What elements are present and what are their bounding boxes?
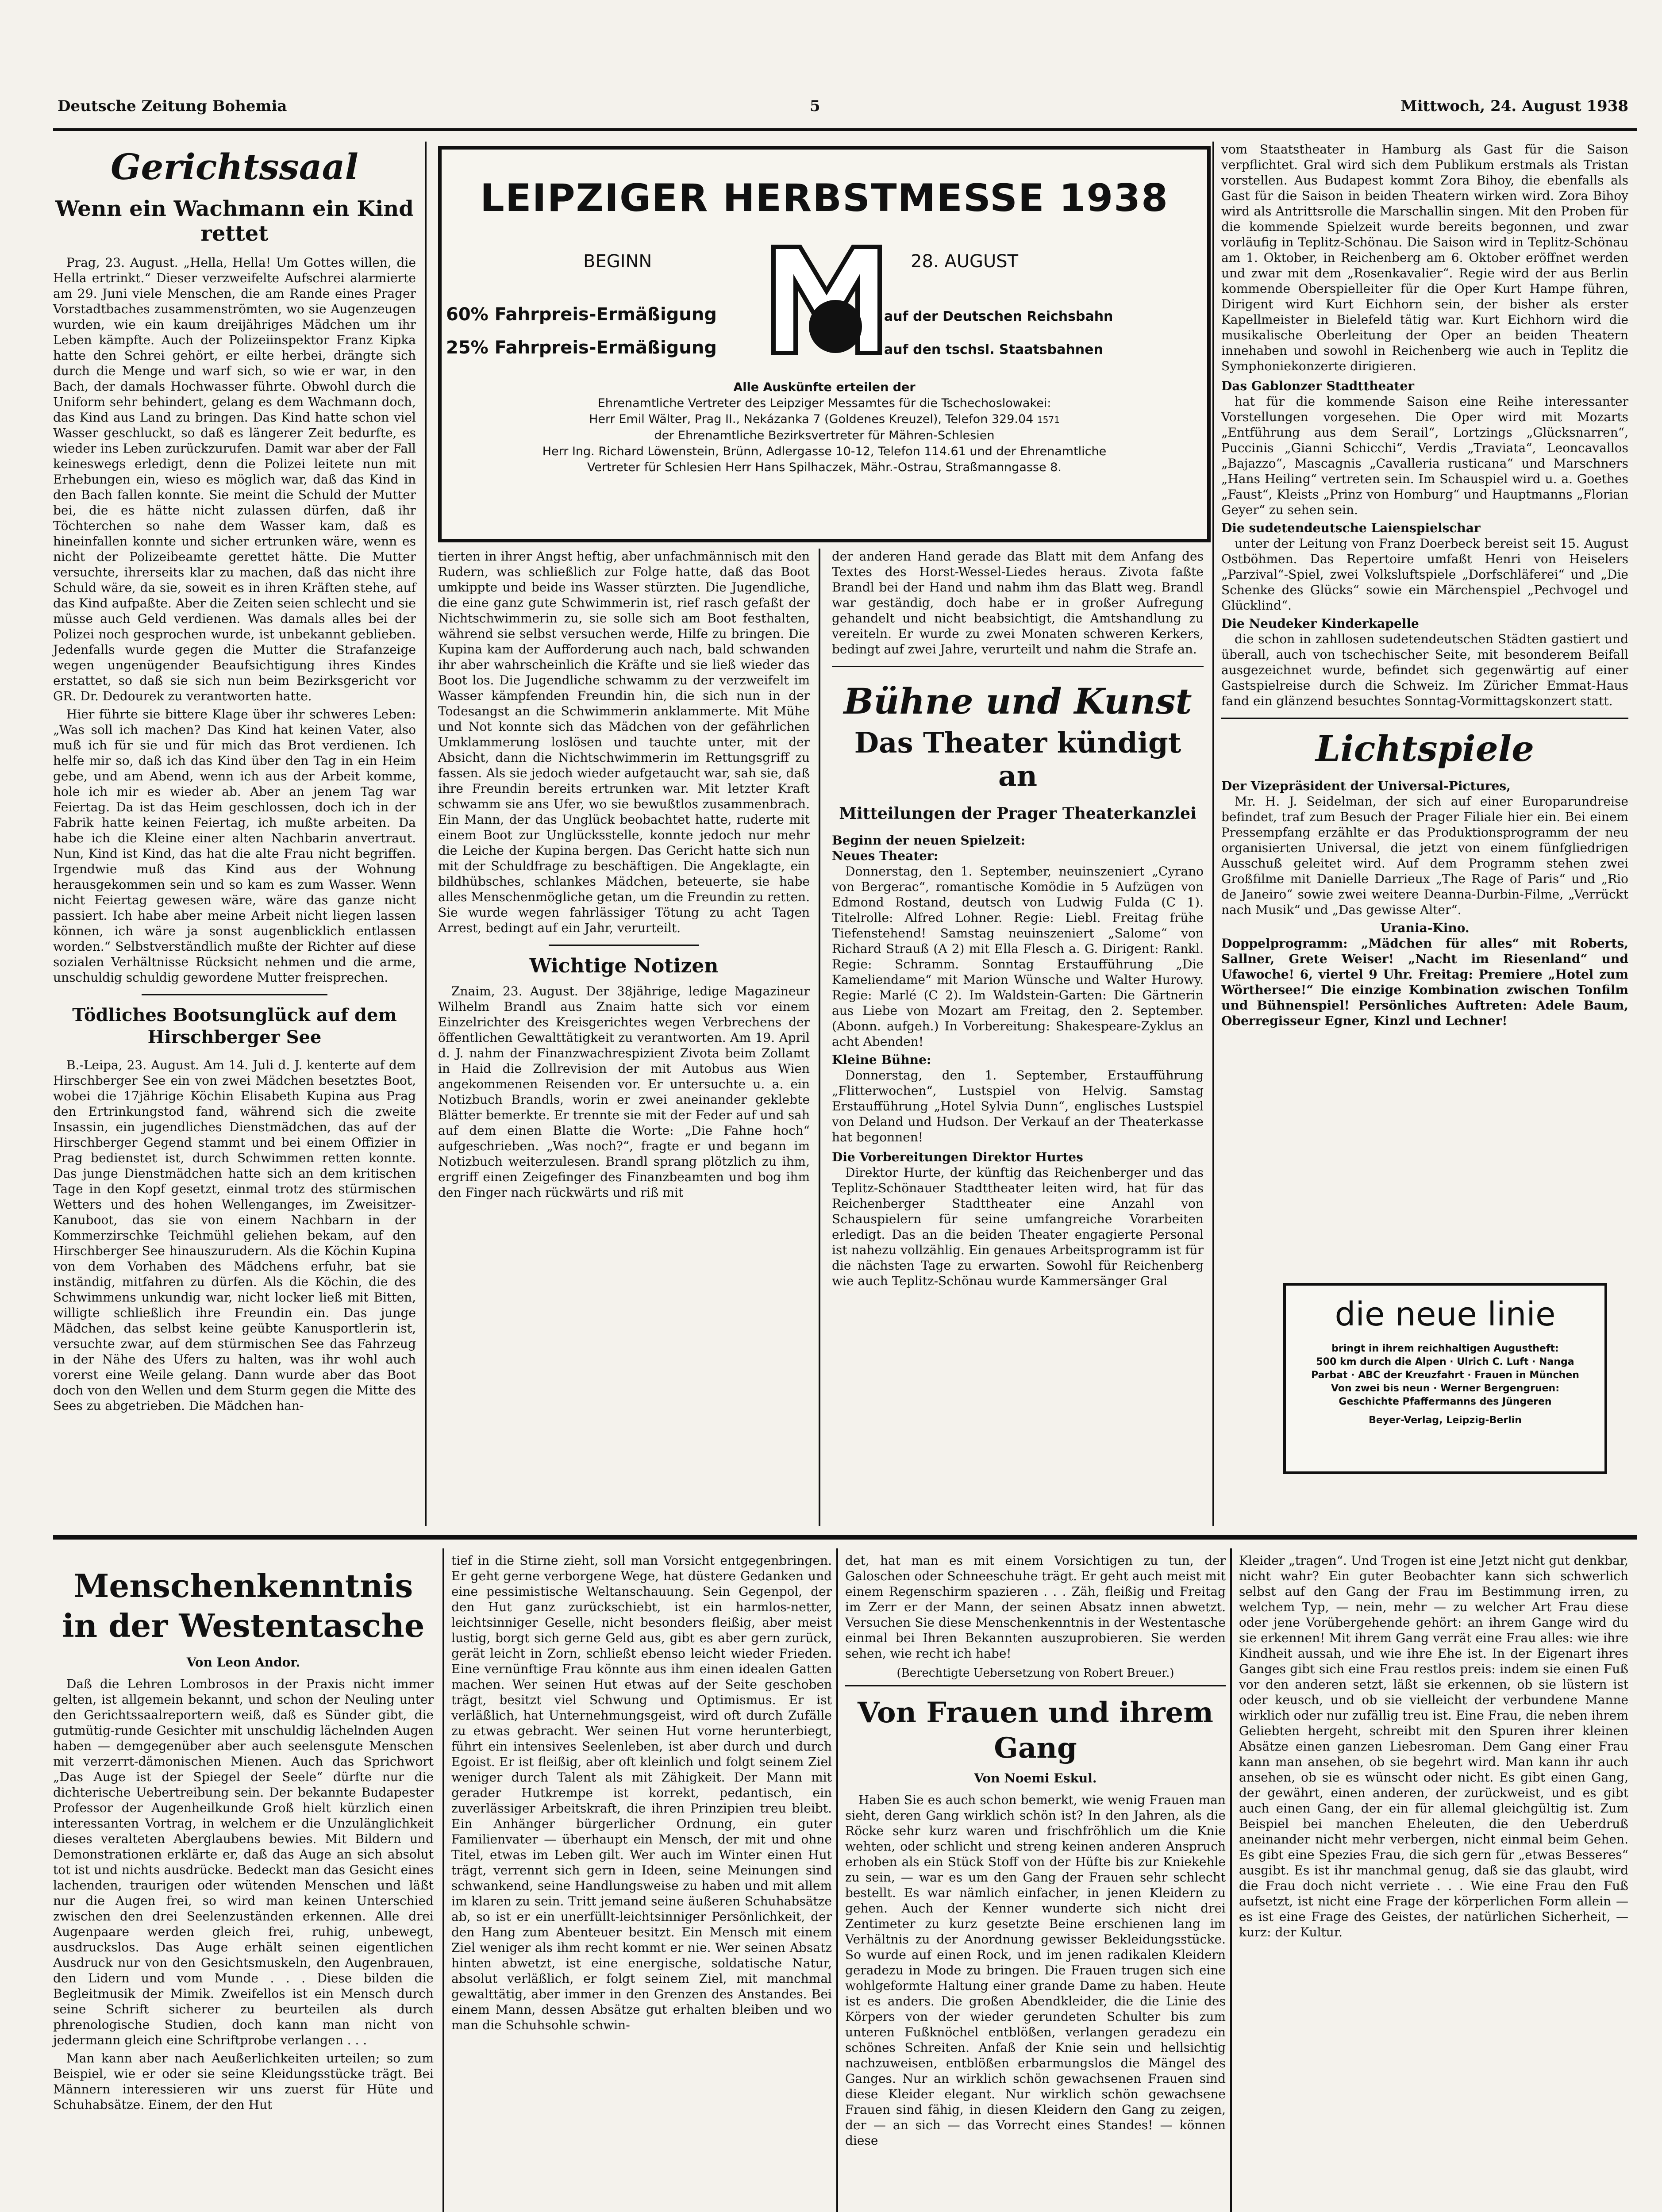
subheading: Die Neudeker Kinderkapelle	[1221, 616, 1419, 631]
article-body: Donnerstag, den 1. September, Erstaufführung „Flitterwochen“, Lustspiel von Helvig. Samstag Erstaufführung „Hotel Sylvia Dunn“, englisches Lustspiel von Deland und Hudson. Der Verkauf an der Theaterkasse hat begonnen!	[832, 1068, 1204, 1144]
subheading: Der Vizepräsident der Universal-Pictures,	[1221, 779, 1511, 793]
leipzig-messe-ad	[438, 146, 1211, 542]
ad-info-line: der Ehrenamtliche Bezirksvertreter für Mähren-Schlesien	[654, 429, 995, 442]
article-body: die schon in zahllosen sudetendeutschen Städten gastiert und überall, auch von tschechischer Seite, mit besonderem Beifall ausgezeichnet wurde, befindet sich gegenwärtig auf einer Gastspielreise durch die Schweiz. Im Züricher Emmat-Haus fand ein glänzend besuchtes Sonntag-Vormittagskonzert statt.	[1221, 632, 1628, 708]
neue-linie-line: Geschichte Pfaffermanns des Jüngeren	[1339, 1396, 1552, 1407]
ad-code: 1571	[1037, 415, 1060, 425]
neue-linie-line: 500 km durch die Alpen · Ulrich C. Luft · Nanga	[1316, 1356, 1574, 1367]
article-title: Menschenkenntnis in der Westentasche	[62, 1567, 425, 1644]
article-body: tief in die Stirne zieht, soll man Vorsicht entgegenbringen. Er geht gerne verborgene Wege, hat düstere Gedanken und eine pessimistische Weltanschauung. Sein Gegenpol, der den Hut ganz zurückschiebt, ist ein harmlos-netter, leichtsinniger Geselle, nicht besonders fleißig, aber meist lustig, borgt sich gerne Geld aus, gibt es aber gern zurück, gerät leicht in Zorn, schließt ebenso leicht wieder Frieden. Eine vernünftige Frau könnte aus ihm einen idealen Gatten machen. Wer seinen Hut etwas auf der Seite geschoben trägt, besitzt viel Schwung und Optimismus. Er ist verläßlich, hat Unternehmungsgeist, wird oft durch Zufälle zu etwas gebracht. Wer seinen Hut vorne herunterbiegt, führt ein intensives Seelenleben, ist aber durch und durch Egoist. Er ist fleißig, aber oft kleinlich und folgt seinem Ziel weniger durch Talent als mit Zähigkeit. Der Mann mit gerader Hutkrempe ist korrekt, pedantisch, ein zuverlässiger Arbeitskraft, die ihren Prinzipien treu bleibt. Ein Anhänger bürgerlicher Ordnung, ein guter Familienvater — überhaupt ein Mensch, der mit und ohne Titel, etwas im Leben gilt. Wer auch im Winter einen Hut trägt, verrennt sich gern in Ideen, seine Meinungen sind schwankend, seine Handlungsweise zu haben und mit allem im klaren zu sein. Tritt jemand seine äußeren Schuhabsätze ab, so ist er ein unerfüllt-leichtsinniger Persönlichkeit, der den Hang zum Abenteuer besitzt. Ein Mensch mit einem Ziel weniger als ihm recht kommt er nie. Wer seinen Absatz hinten abwetzt, ist eine energische, soldatische Natur, absolut verläßlich, er folgt seinem Ziel, mit manchmal gewalttätig, aber immer in den Grenzen des Anstandes. Bei einem Mann, dessen Absätze gut erhalten bleiben und wo man die Schuhsohle schwin-	[451, 1553, 832, 2032]
neue-linie-publisher: Beyer-Verlag, Leipzig-Berlin	[1369, 1415, 1522, 1426]
article-body: unter der Leitung von Franz Doerbeck bereist seit 15. August Ostböhmen. Das Repertoire umfaßt Henri von Heiselers „Parzival“-Spiel, zwei Volksluftspiele „Dorfschläferei“ und „Die Schenke des Glücks“ sowie ein Märchenspiel „Pechvogel und Glücklind“.	[1221, 536, 1628, 613]
ad-discount-1: 60% Fahrpreis-Ermäßigung	[446, 304, 717, 325]
article-body: B.-Leipa, 23. August. Am 14. Juli d. J. kenterte auf dem Hirschberger See ein von zwei Mädchen besetztes Boot, wobei die 17jährige Köchin Elisabeth Kupina aus Prag den Ertrinkungstod fand, während sich die zweite Insassin, ein jugendliches Dienstmädchen, das auf der Hirschberger Gegend stammt und bei einem Offizier in Prag bedienstet ist, durch Schwimmen retten konnte. Das junge Dienstmädchen hatte sich an dem kritischen Tage in den Kopf gesetzt, einmal trotz des stürmischen Wetters und des hohen Wellenganges, im Zweisitzer-Kanuboot, das sie von einem Nachbarn in der Kommerzirschke Teichmühl geliehen bekam, auf den Hirschberger See hinauszurudern. Als die Köchin Kupina von dem Vorhaben des Mädchens erfuhr, bat sie inständig, mitfahren zu dürfen. Als die Köchin, die des Schwimmens unkundig war, nicht locker ließ mit Bitten, willigte schließlich ihre Freundin ein. Das junge Mädchen, das selbst keine geübte Kanusportlerin ist, versuchte zwar, auf dem stürmischen See das Fahrzeug in der Nähe des Ufers zu halten, was ihr wohl auch vorerst eine Weile gelang. Dann wurde aber das Boot doch von den Wellen und dem Sturm gegen die Mitte des Sees zu abgetrieben. Die Mädchen han-	[53, 1058, 416, 1413]
ad-railway-2: auf den tschsl. Staatsbahnen	[884, 342, 1103, 357]
theater-heading: Die Vorbereitungen Direktor Hurtes	[832, 1150, 1083, 1164]
author-line: Von Noemi Eskul.	[974, 1771, 1097, 1786]
article-title: Von Frauen und ihrem Gang	[858, 1696, 1213, 1765]
column-rule	[819, 549, 820, 1526]
article-body: Prag, 23. August. „Hella, Hella! Um Gottes willen, die Hella ertrinkt.“ Dieser verzweifelte Aufschrei alarmierte am 29. Juni viele Menschen, die am Rande eines Prager Vorstadtbaches zusammenströmten, wo sie Augenzeugen wurden, wie ein kaum dreijähriges Mädchen um ihr Leben kämpfte. Auch der Polizeiinspektor Franz Kipka hatte den Schrei gehört, er eilte herbei, drängte sich durch die Menge und warf sich, so wie er war, in den Bach, der damals Hochwasser führte. Obwohl durch die Uniform sehr behindert, gelang es dem Wachmann doch, das Kind aus Land zu bringen. Das Kind hatte schon viel Wasser geschluckt, so daß es längerer Zeit bedurfte, es wieder ins Leben zurückzurufen. Damit war aber der Fall keineswegs erledigt, denn die Polizei leitete nun mit Erhebungen ein, wieso es möglich war, daß das Kind in den Bach fallen konnte. Sie meint die Schuld der Mutter bei, die es hätte nicht zulassen dürfen, daß ihr Töchterchen so nahe dem Wasser kam, daß es hineinfallen konnte und sicher ertrunken wäre, wenn es nicht der Polizeibeamte gerettet hätte. Die Mutter versuchte, ihrerseits klar zu machen, daß das nicht ihre Schuld wäre, da sie, soweit es in ihren Kräften stehe, auf das Kind aufpaßte. Aber die Zeiten seien schlecht und sie müsse auch Geld verdienen. Was damals alles bei der Polizei noch gesprochen wurde, ist unbekannt geblieben. Jedenfalls wurde gegen die Mutter die Strafanzeige wegen ungenügender Beaufsichtigung ihres Kindes erstattet, so daß sie sich nun beim Bezirksgericht vor GR. Dr. Dedourek zu verantworten hatte.	[53, 255, 416, 703]
ad-info-line: Vertreter für Schlesien Herr Hans Spilhaczek, Mähr.-Ostrau, Straßmanngasse 8.	[587, 461, 1062, 474]
article-title: Wenn ein Wachmann ein Kind rettet	[55, 196, 414, 246]
ad-beginn: BEGINN	[583, 251, 652, 272]
ad-info-line: Herr Ing. Richard Löwenstein, Brünn, Adlergasse 10-12, Telefon 114.61 und der Ehrenamtliche	[542, 445, 1107, 458]
article-body: Donnerstag, den 1. September, neuinszeniert „Cyrano von Bergerac“, romantische Komödie in 5 Aufzügen von Edmond Rostand, deutsch von Ludwig Fulda (C 1). Titelrolle: Alfred Lohner. Regie: Liebl. Freitag frühe Tiefenstehend! Samstag neuinszeniert „Salome“ von Richard Strauß (A 2) mit Ella Flesch a. G. Dirigent: Rankl. Regie: Schramm. Sonntag Erstaufführung „Die Kameliendame“ mit Marion Wünsche und Walter Hurowy. Regie: Marlé (C 2). Im Waldstein-Garten: Die Gärtnerin aus Liebe von Mozart am Freitag, den 2. September. (Abonn. aufgeh.) In Vorbereitung: Shakespeare-Zyklus an acht Abenden!	[832, 864, 1204, 1049]
ad-info-line: Herr Emil Wälter, Prag II., Nekázanka 7 (Goldenes Kreuzel), Telefon 329.04 1571	[589, 412, 1060, 426]
article-body: Mr. H. J. Seidelman, der sich auf einer Europarundreise befindet, traf zum Besuch der Prager Filiale hier ein. Bei einem Pressempfang erzählte er das Produktionsprogramm der neu organisierten Universal, die jetzt von einem fünfgliedrigen Ausschuß geleitet wird. Auf dem Programm stehen zwei Großfilme mit Danielle Darrieux „The Rage of Paris“ und „Rio de Janeiro“ sowie zwei weitere Deanna-Durbin-Filme, „Verrückt nach Musik“ und „Das gewisse Alter“.	[1221, 794, 1628, 917]
column-rule	[1212, 142, 1214, 1526]
neue-linie-line: Von zwei bis neun · Werner Bergengruen:	[1331, 1383, 1559, 1394]
column-rule	[836, 1548, 838, 2212]
column-rule	[425, 142, 427, 1526]
neue-linie-line: Parbat · ABC der Kreuzfahrt · Frauen in München	[1311, 1370, 1579, 1381]
translation-note: (Berechtigte Uebersetzung von Robert Breuer.)	[896, 1667, 1174, 1680]
theater-heading: Neues Theater:	[832, 849, 939, 863]
theater-title: Das Theater kündigt an	[854, 726, 1181, 793]
ad-info-line: Ehrenamtliche Vertreter des Leipziger Messamtes für die Tschechoslowakei:	[597, 396, 1051, 410]
column-4	[1221, 142, 1628, 1029]
article-body: Haben Sie es auch schon bemerkt, wie wenig Frauen man sieht, deren Gang wirklich schön ist? In den Jahren, als die Röcke sehr kurz waren und frischfröhlich um die Knie wehten, oder schlicht und streng keinen anderen Anspruch erhoben als ein Stück Stoff von der Hüfte bis zur Kniekehle zu sein, — war es um den Gang der Frauen sehr schlecht bestellt. Es war nämlich einfacher, in jenen Kleidern zu gehen. Auch der Kenner wunderte sich nicht drei Zentimeter zu kurz gesetzte Beine erschienen lang im Verhältnis zu der Anordnung gewisser Bekleidungsstücke. So wurde auf einen Rock, und im jenen radikalen Kleidern geradezu in Mode zu bringen. Die Frauen trugen sich eine wohlgeformte Haltung einer grande Dame zu haben. Heute ist es anders. Die großen Abendkleider, die die Linie des Körpers von der wieder gerundeten Schulter bis zum unteren Fußknöchel entblößen, verlangen geradezu ein schönes Schreiten. Anfaß der Knie sein und hellsichtig nachzuweisen, entblößen erbarmungslos die Mängel des Ganges. Nur an wirklich schön gewachsenen Frauen sind diese Kleider elegant. Nur wirklich schön gewachsene Frauen sind fähig, in diesen Kleidern den Gang zu zeigen, der — an sich — das Vorrecht eines Standes! — können diese	[845, 1793, 1226, 2148]
masthead-rule	[53, 128, 1637, 131]
page-number: 5	[810, 97, 820, 115]
article-body: Doppelprogramm: „Mädchen für alles“ mit Roberts, Sallner, Grete Weiser! „Nacht im Riesenland“ und Ufawoche! 6, viertel 9 Uhr. Freitag: Premiere „Hotel zum Wörthersee!“ Die einzige Kombination zwischen Tonfilm und Bühnenspiel! Persönliches Auftreten: Adele Baum, Oberregisseur Egner, Kinzl und Lechner!	[1221, 936, 1628, 1028]
column-3	[832, 549, 1204, 1291]
ad-title: LEIPZIGER HERBSTMESSE 1938	[480, 176, 1169, 220]
article-body: vom Staatstheater in Hamburg als Gast für die Saison verpflichtet. Gral wird sich dem Publikum erstmals als Tristan vorstellen. Aus Budapest kommt Zora Bihoy, die ebenfalls als Gast für die Saison in beiden Theatern wirken wird. Zora Bihoy wird als Antrittsrolle die Marschallin singen. Mit den Proben für die kommende Spielzeit wurde bereits begonnen, und zwar vorläufig in Teplitz-Schönau. Die Saison wird in Teplitz-Schönau am 1. Oktober, in Reichenberg am 6. Oktober eröffnet werden und zwar mit dem „Rosenkavalier“. Regie wird der aus Berlin kommende Oberspielleiter für die Oper Kurt Hampe führen, Dirigent wird Kurt Eichhorn sein, der bisher als erster Kapellmeister in Bielefeld tätig war. Kurt Eichhorn wird die musikalische Oberleitung der Oper an beiden Theatern innehaben und sowohl in Reichenberg wie auch in Teplitz die Symphoniekonzerte dirigieren.	[1221, 142, 1628, 373]
subheading: Urania-Kino.	[1380, 921, 1470, 935]
theater-subtitle: Mitteilungen der Prager Theaterkanzlei	[839, 804, 1196, 823]
theater-heading: Beginn der neuen Spielzeit:	[832, 833, 1026, 848]
bottom-column-4	[1239, 1553, 1628, 1940]
article-body: hat für die kommende Saison eine Reihe interessanter Vorstellungen vorgesehen. Die Oper wird mit Mozarts „Entführung aus dem Serail“, Lortzings „Glücksnarren“, Puccinis „Gianni Schicchi“, Verdis „Traviata“, Leoncavallos „Bajazzo“, Mascagnis „Cavalleria rusticana“ und Marschners „Hans Heiling“ vertreten sein. Im Schauspiel wird u. a. Goethes „Faust“, Kleists „Prinz von Homburg“ und Hauptmanns „Florian Geyer“ zu sehen sein.	[1221, 394, 1628, 517]
neue-linie-line: bringt in ihrem reichhaltigen Augustheft:	[1331, 1343, 1559, 1354]
subheading: Das Gablonzer Stadttheater	[1221, 379, 1415, 393]
ad-info-line: Alle Auskünfte erteilen der	[733, 380, 916, 394]
article-body: Hier führte sie bittere Klage über ihr schweres Leben: „Was soll ich machen? Das Kind hat keinen Vater, also muß ich für sie und für mich das Brot verdienen. Ich helfe mir so, daß ich das Kind über den Tag in ein Heim gebe, und am Abend, wenn ich aus der Arbeit komme, hole ich mir es wieder ab. Aber an jenem Tag war Feiertag. Da ist das Heim geschlossen, doch ich in der Fabrik hatte keinen Feiertag, ich mußte arbeiten. Da habe ich die Kleine einer alten Nachbarin anvertraut. Nun, Kind ist Kind, das hat die alte Frau nicht begriffen. Irgendwie muß das Kind aus der Wohnung herausgekommen sein und so kam es zum Wasser. Wenn nicht Feiertag gewesen wäre, wäre das ganze nicht passiert. Ich habe aber meine Arbeit nicht liegen lassen können, ich wäre ja sonst augenblicklich entlassen worden.“ Selbstverständlich mußte der Richter auf diese sozialen Verhältnisse Rücksicht nehmen und die arme, unschuldig schuldig gewordene Mutter freisprechen.	[53, 707, 416, 985]
neue-linie-title: die neue linie	[1335, 1295, 1556, 1333]
article-title: Tödliches Bootsunglück auf dem Hirschberger See	[72, 1005, 397, 1048]
bottom-column-1	[53, 1557, 434, 2115]
article-body: det, hat man es mit einem Vorsichtigen zu tun, der Galoschen oder Schneeschuhe trägt. Er geht auch meist mit einem Regenschirm spazieren . . . Zäh, fleißig und Freitag im Zerr er der Mann, der seinen Absatz innen abwetzt. Versuchen Sie diese Menschenkenntnis in der Westentasche einmal bei Ihren Bekannten auszuprobieren. Sie werden sehen, wie recht ich habe!	[845, 1553, 1226, 1661]
ad-info	[459, 380, 1189, 476]
column-2	[438, 549, 810, 1203]
bottom-column-2	[451, 1553, 832, 2033]
article-body: Kleider „tragen“. Und Trogen ist eine Jetzt nicht gut denkbar, nicht wahr? Ein guter Beobachter kann sich schwerlich selbst auf den Gang der Frau im Bestimmung irren, zu welchem Typ, — nein, mehr — zu welcher Art Frau diese oder jene Vorübergehende gehört: an ihrem Gange wird du sie erkennen! Mit ihrem Gang verrät eine Frau alles: wie ihre Kindheit aussah, und wie ihre Ehe ist. In der Eigenart ihres Ganges gibt sich eine Frau restlos preis: indem sie einen Fuß vor den anderen setzt, läßt sie erkennen, ob sie lüstern ist oder keusch, und ob sie vielleicht der verbundene Manne wirklich oder nur zufällig treu ist. Eine Frau, die neben ihrem Geliebten hergeht, schreibt mit den Spuren ihrer kleinen Absätze einen ganzen Liebesroman. Dem Gang einer Frau kann man ansehen, ob sie begehrt wird. Man kann ihr auch ansehen, ob sie es wünscht oder nicht. Es gibt einen Gang, der gewährt, einen anderen, der zurückweist, und es gibt auch einen Gang, der ein für allemal gleichgültig ist. Zum Beispiel bei manchen Eheleuten, die den Ueberdruß aneinander nicht mehr verbergen, nicht einmal beim Gehen. Es gibt eine Spezies Frau, die sich gern für „etwas Besseres“ ausgibt. Es ist ihr manchmal genug, daß sie das glaubt, wird die Frau doch nicht verriete . . . Wie eine Frau den Fuß aufsetzt, ist nicht eine Frage der körperlichen Form allein — es ist eine Frage des Geistes, der natürlichen Sicherheit, — kurz: der Kultur.	[1239, 1553, 1628, 1939]
column-rule	[1230, 1548, 1232, 2212]
article-body: der anderen Hand gerade das Blatt mit dem Anfang des Textes des Horst-Wessel-Liedes heraus. Zivota faßte Brandl bei der Hand und nahm ihm das Blatt weg. Brandl war geständig, doch habe er in großer Aufregung gehandelt und nicht beabsichtigt, die Amtshandlung zu vereiteln. Er wurde zu zwei Monaten schweren Kerkers, bedingt auf zwei Jahre, verurteilt und nahm die Strafe an.	[832, 549, 1204, 657]
ad-date: 28. AUGUST	[911, 251, 1019, 272]
ad-railway-1: auf der Deutschen Reichsbahn	[884, 309, 1113, 324]
section-gerichtssaal: Gerichtssaal	[111, 146, 358, 188]
bottom-column-3	[845, 1553, 1226, 2151]
author-line: Von Leon Andor.	[186, 1655, 300, 1670]
neue-linie-ad	[1283, 1283, 1607, 1474]
masthead	[58, 97, 1628, 124]
issue-date: Mittwoch, 24. August 1938	[1400, 97, 1628, 115]
column-1	[53, 142, 416, 1416]
article-body: Znaim, 23. August. Der 38jährige, ledige Magazineur Wilhelm Brandl aus Znaim hatte sich vor einem Einzelrichter des Kreisgerichtes wegen Verbrechens der öffentlichen Gewalttätigkeit zu verantworten. Am 19. April d. J. nahm der Finanzwachrespizient Zivota beim Zollamt in Haid die Zollrevision der mit Autobus aus Wien angekommenen Reisenden vor. Er untersuchte u. a. ein Notizbuch Brandls, worin er zwei aneinander geklebte Blätter bemerkte. Er trennte sie mit der Feder auf und sah auf dem einen Blatte die Worte: „Die Fahne hoch“ aufgeschrieben. „Was noch?“, fragte er und begann im Notizbuch weiterzulesen. Brandl sprang plötzlich zu ihm, ergriff einen Zeigefinger des Finanzbeamten und bog ihm den Finger nach rückwärts und riß mit	[438, 984, 810, 1200]
subheading: Die sudetendeutsche Laienspielschar	[1221, 521, 1481, 535]
ad-discount-2: 25% Fahrpreis-Ermäßigung	[446, 338, 717, 358]
article-body: Daß die Lehren Lombrosos in der Praxis nicht immer gelten, ist allgemein bekannt, und schon der Neuling unter den Gerichtssaalreportern weiß, daß es Sünder gibt, die gutmütig-runde Gesichter mit unschuldig lächelnden Augen haben — demgegenüber aber auch seelensgute Menschen mit verzerrt-dämonischen Mienen. Auch das Sprichwort „Das Auge ist der Spiegel der Seele“ dürfte nur die dichterische Uebertreibung sein. Der bekannte Budapester Professor der Augenheilkunde Groß hielt kürzlich einen interessanten Vortrag, in welchem er die Unzulänglichkeit dieses veralteten Aberglaubens bewies. Mit Bildern und Demonstrationen erklärte er, daß das Auge an sich absolut tot ist und nichts ausdrücke. Bedeckt man das Gesicht eines lachenden, traurigen oder wütenden Menschen und läßt nur die Augen frei, so wird man keinen Unterschied zwischen den drei Seelenzuständen erkennen. Alle drei Augenpaare werden gleich frei, ruhig, unbewegt, ausdruckslos. Das Auge erhält seinen eigentlichen Ausdruck nur von den Gesichtsmuskeln, den Augenbrauen, den Lidern und vom Munde . . . Diese bilden die Begleitmusik der Mimik. Zweifellos ist ein Mensch durch seine Schrift sicherer zu beurteilen als durch phrenologische Studien, doch kann man nicht von jedermann gleich eine Schriftprobe verlangen . . .	[53, 1677, 434, 2047]
notizen-title: Wichtige Notizen	[529, 955, 719, 977]
section-buehne-kunst: Bühne und Kunst	[843, 680, 1192, 722]
messe-mm-logo	[769, 238, 884, 362]
article-body: tierten in ihrer Angst heftig, aber unfachmännisch mit den Rudern, was schließlich zur Folge hatte, daß das Boot umkippte und beide ins Wasser stürzten. Die Jugendliche, die eine ganz gute Schwimmerin ist, rief rasch gefaßt der Nichtschwimmerin zu, sie solle sich am Boot festhalten, während sie selbst versuchen werde, Hilfe zu bringen. Die Kupina kam der Aufforderung auch nach, bald schwanden ihr aber wahrscheinlich die Kräfte und sie ließ wieder das Boot los. Die Jugendliche schwamm zu der verzweifelt im Wasser kämpfenden Freundin hin, die sich nun in der Todesangst an die Schwimmerin anklammerte. Mit Mühe und Not konnte sich das Mädchen von der gefährlichen Umklammerung loslösen und tauchte unter, mit der Absicht, dann die Nichtschwimmerin im Rettungsgriff zu fassen. Als sie jedoch wieder aufgetaucht war, sah sie, daß ihre Freundin bereits ertrunken war. Mit letzter Kraft schwamm sie ans Ufer, wo sie bewußtlos zusammenbrach. Ein Mann, der das Unglück beobachtet hatte, ruderte mit einem Boot zur Unglücksstelle, konnte jedoch nur mehr die Leiche der Kupina bergen. Das Gericht hatte sich nun mit der Schuldfrage zu beschäftigen. Die Angeklagte, ein bildhübsches, schlankes Mädchen, beteuerte, sie habe alles Menschenmögliche getan, um die Freundin zu retten. Sie wurde wegen fahrlässiger Tötung zu acht Tagen Arrest, bedingt auf ein Jahr, verurteilt.	[438, 549, 810, 935]
article-body: Man kann aber nach Aeußerlichkeiten urteilen; so zum Beispiel, wie er oder sie seine Kleidungsstücke trägt. Bei Männern interessieren wir uns zuerst für Hüte und Schuhabsätze. Einem, der den Hut	[53, 2051, 434, 2112]
article-body: Direktor Hurte, der künftig das Reichenberger und das Teplitz-Schönauer Stadttheater leiten wird, hat für das Reichenberger Stadttheater eine Anzahl von Schauspielern für seine umfangreiche Vorarbeiten erledigt. Das an die beiden Theater engagierte Personal ist nahezu vollzählig. Ein genaues Arbeitsprogramm ist für die nächsten Tage zu erwarten. Sowohl für Reichenberg wie auch Teplitz-Schönau wurde Kammersänger Gral	[832, 1165, 1204, 1288]
column-rule	[442, 1548, 444, 2212]
paper-name: Deutsche Zeitung Bohemia	[58, 97, 287, 115]
section-lichtspiele: Lichtspiele	[1315, 728, 1535, 769]
theater-heading: Kleine Bühne:	[832, 1052, 931, 1067]
feuilleton-rule	[53, 1535, 1637, 1540]
